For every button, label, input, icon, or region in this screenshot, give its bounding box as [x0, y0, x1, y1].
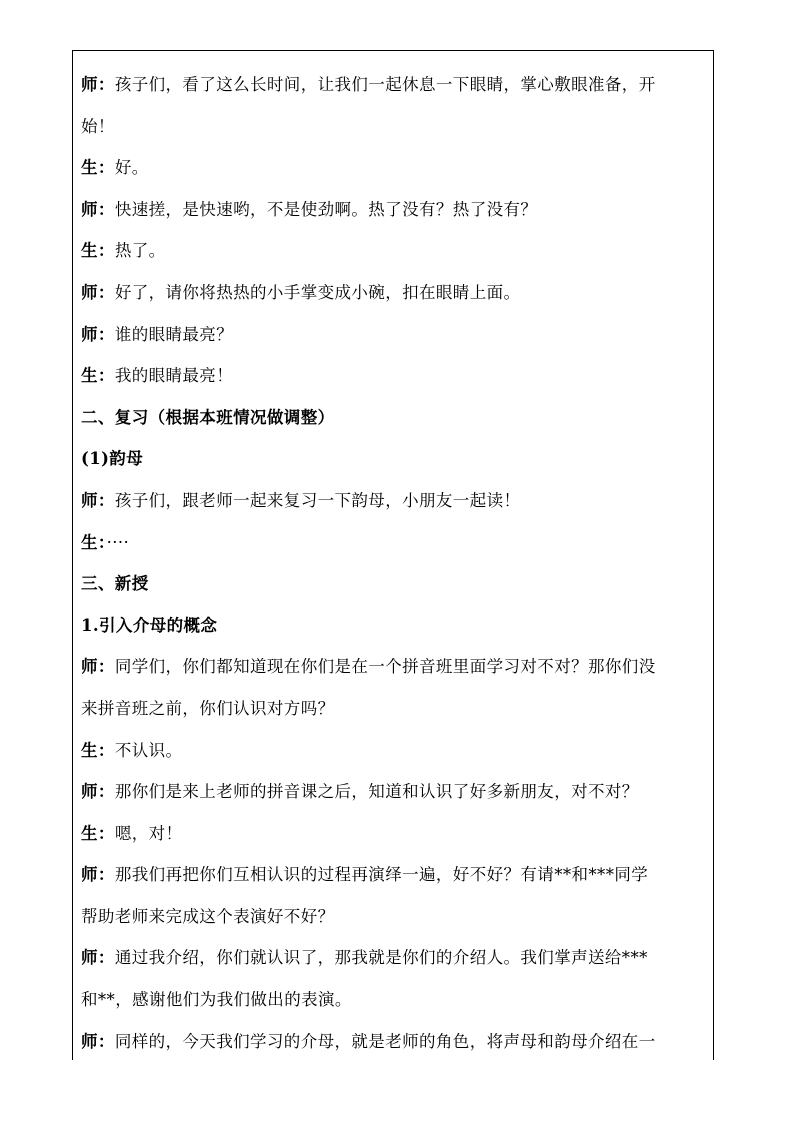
dialogue-line: [81, 937, 707, 979]
speaker-label: 师：: [81, 324, 115, 344]
dialogue-line: [81, 480, 707, 522]
dialogue-text: 好了，请你将热热的小手掌变成小碗，扣在眼睛上面。: [114, 282, 521, 302]
dialogue-text: 同样的，今天我们学习的介母，就是老师的角色，将声母和韵母介绍在一: [114, 1031, 656, 1051]
speaker-label: 师：: [81, 1031, 115, 1051]
dialogue-line: [81, 189, 707, 231]
speaker-label: 师：: [81, 75, 115, 94]
speaker-label: 生：: [81, 241, 115, 261]
dialogue-text: 来拼音班之前，你们认识对方吗？: [81, 698, 335, 718]
dialogue-line: [81, 688, 707, 730]
dialogue-text: 嗯，对！: [114, 823, 183, 843]
dialogue-line: [81, 646, 707, 688]
speaker-label: 师：: [81, 865, 115, 885]
speaker-label: 生：: [81, 532, 107, 552]
lesson-transcript: [81, 64, 707, 1062]
dialogue-line: [81, 896, 707, 938]
dialogue-line: [81, 771, 707, 813]
speaker-label: 生：: [81, 366, 115, 386]
dialogue-text: 那你们是来上老师的拼音课之后，知道和认识了好多新朋友，对不对？: [114, 782, 639, 802]
dialogue-text: 孩子们，跟老师一起来复习一下韵母，小朋友一起读！: [114, 490, 521, 510]
dialogue-line: [81, 854, 707, 896]
speaker-label: 生：: [81, 158, 115, 178]
dialogue-line: [81, 272, 707, 314]
dialogue-text: 和**，感谢他们为我们做出的表演。: [81, 990, 352, 1010]
dialogue-line: [81, 230, 707, 272]
dialogue-line: [81, 1021, 707, 1063]
dialogue-text: ····: [106, 532, 130, 552]
document-table-cell: [72, 50, 714, 1060]
section-heading: 1.引入介母的概念: [81, 615, 218, 635]
dialogue-line: [81, 813, 707, 855]
dialogue-line: [81, 64, 707, 106]
dialogue-text: 谁的眼睛最亮？: [114, 324, 234, 344]
speaker-label: 生：: [81, 823, 115, 843]
section-heading: (1)韵母: [81, 449, 144, 469]
dialogue-text: 始！: [81, 116, 115, 136]
dialogue-line: [81, 730, 707, 772]
dialogue-line: [81, 355, 707, 397]
speaker-label: 生：: [81, 740, 115, 760]
dialogue-text: 好。: [114, 158, 149, 178]
dialogue-line: [81, 979, 707, 1021]
dialogue-line: [81, 106, 707, 148]
speaker-label: 师：: [81, 199, 115, 219]
dialogue-text: 通过我介绍，你们就认识了，那我就是你们的介绍人。我们掌声送给***: [114, 948, 648, 968]
dialogue-text: 快速搓，是快速哟，不是使劲啊。热了没有？热了没有？: [114, 199, 538, 219]
speaker-label: 师：: [81, 782, 115, 802]
dialogue-text: 同学们，你们都知道现在你们是在一个拼音班里面学习对不对？那你们没: [114, 657, 656, 677]
speaker-label: 师：: [81, 657, 115, 677]
dialogue-text: 不认识。: [114, 740, 183, 760]
dialogue-line: [81, 522, 707, 564]
section-heading: 三、新授: [81, 574, 149, 594]
dialogue-line: [81, 147, 707, 189]
speaker-label: 师：: [81, 948, 115, 968]
dialogue-text: 孩子们，看了这么长时间，让我们一起休息一下眼睛，掌心敷眼准备，开: [114, 75, 656, 94]
speaker-label: 师：: [81, 490, 115, 510]
section-heading: 二、复习（根据本班情况做调整）: [81, 407, 335, 427]
dialogue-text: 帮助老师来完成这个表演好不好？: [81, 906, 335, 926]
dialogue-text: 那我们再把你们互相认识的过程再演绎一遍，好不好？有请**和***同学: [114, 865, 649, 885]
speaker-label: 师：: [81, 282, 115, 302]
dialogue-line: [81, 314, 707, 356]
dialogue-text: 我的眼睛最亮！: [114, 366, 234, 386]
dialogue-text: 热了。: [114, 241, 166, 261]
